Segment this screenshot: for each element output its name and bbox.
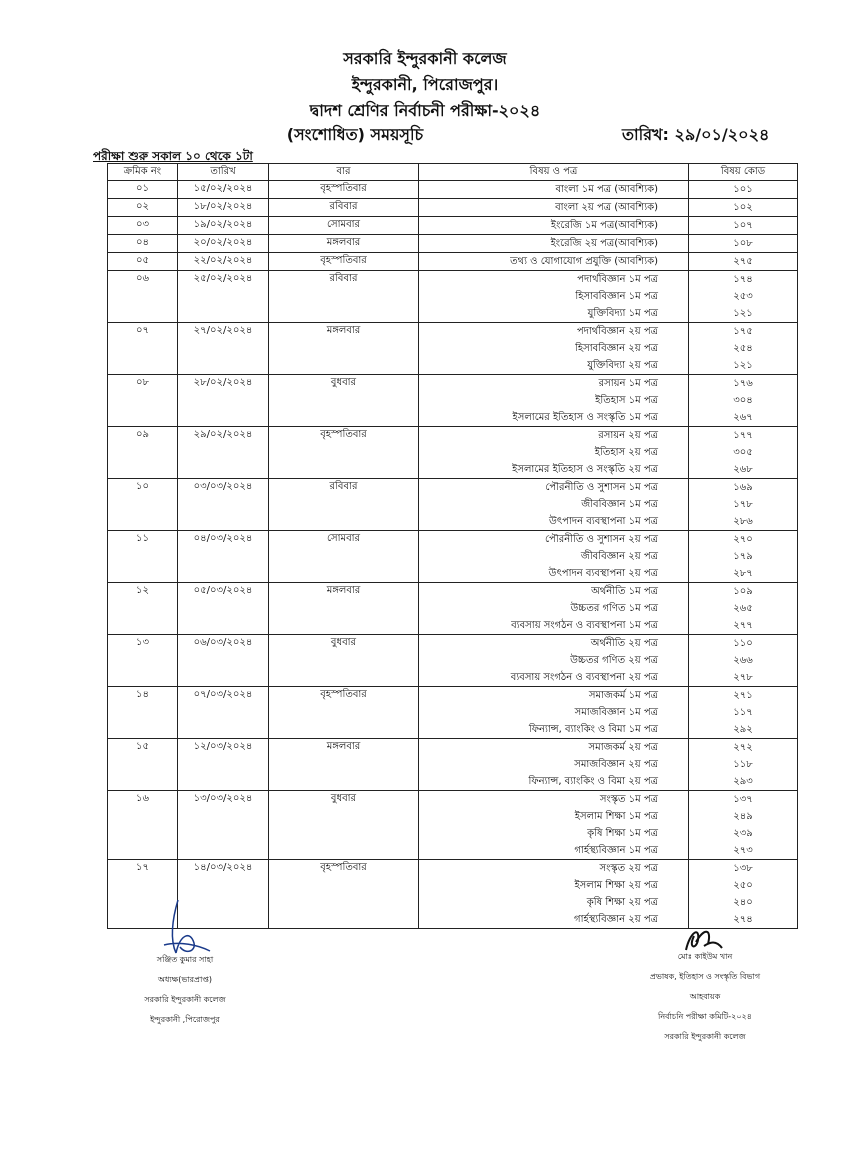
serial-cell: ০৯: [108, 427, 178, 479]
day-cell: বৃহস্পতিবার: [269, 427, 419, 479]
serial-cell: ০১: [108, 181, 178, 199]
code-cell: [689, 531, 798, 583]
date-cell: ১৯/০২/২০২৪: [178, 217, 269, 235]
code-cell: [689, 739, 798, 791]
serial-cell: ০৫: [108, 253, 178, 271]
subject-paper: কৃষি শিক্ষা ১ম পত্র: [587, 828, 658, 839]
date-cell: ০৩/০৩/২০২৪: [178, 479, 269, 531]
serial-cell: ১২: [108, 583, 178, 635]
subject-code: ২৮৬: [733, 516, 753, 527]
subject-cell: [419, 739, 689, 791]
subject-paper: হিসাববিজ্ঞান ২য় পত্র: [575, 343, 658, 354]
date-cell: ১৪/০৩/২০২৪: [178, 860, 269, 929]
subject-paper: কৃষি শিক্ষা ২য় পত্র: [586, 897, 658, 908]
subject-cell: [419, 860, 689, 929]
code-cell: [689, 791, 798, 860]
subject-code: ১৭৬: [733, 378, 753, 389]
principal-place: ইন্দুরকানী ,পিরোজপুর: [150, 1015, 220, 1024]
day-cell: রবিবার: [269, 271, 419, 323]
subject-code: ১২১: [733, 360, 753, 371]
day-cell: বৃহস্পতিবার: [269, 860, 419, 929]
subject-code: ২৪০: [733, 897, 753, 908]
column-header-code: বিষয় কোড: [689, 164, 798, 181]
signature-block-right: [620, 947, 790, 1047]
subject-paper: গার্হস্থ্যবিজ্ঞান ২য় পত্র: [574, 914, 658, 925]
subject-paper: জীববিজ্ঞান ২য় পত্র: [580, 551, 658, 562]
day-cell: সোমবার: [269, 217, 419, 235]
convener-role: আহবায়ক: [689, 992, 721, 1001]
subject-code: ২৭৪: [733, 914, 753, 925]
day-cell: বৃহস্পতিবার: [269, 181, 419, 199]
subject-cell: [419, 199, 689, 217]
table-row: [108, 199, 798, 217]
subject-code: ২৯২: [733, 724, 753, 735]
subject-code: ১০৮: [733, 238, 753, 249]
column-header-subject: বিষয় ও পত্র: [419, 164, 689, 181]
table-row: [108, 583, 798, 635]
subject-cell: [419, 791, 689, 860]
day-cell: বৃহস্পতিবার: [269, 253, 419, 271]
subject-cell: [419, 271, 689, 323]
code-cell: [689, 199, 798, 217]
subject-code: ২৬৬: [733, 655, 753, 666]
subject-code: ১১৮: [733, 759, 753, 770]
subject-cell: [419, 635, 689, 687]
subject-paper: সমাজবিজ্ঞান ২য় পত্র: [574, 759, 658, 770]
subject-paper: অর্থনীতি ২য় পত্র: [590, 638, 658, 649]
subject-paper: যুক্তিবিদ্যা ১ম পত্র: [587, 308, 658, 319]
subject-code: ১০৯: [733, 586, 753, 597]
serial-cell: ০৬: [108, 271, 178, 323]
subject-code: ২৭৮: [733, 672, 753, 683]
subject-code: ১০২: [733, 202, 753, 213]
subject-paper: পদার্থবিজ্ঞান ১ম পত্র: [577, 274, 658, 285]
subject-code: ২৭৫: [733, 256, 753, 267]
code-cell: [689, 583, 798, 635]
table-row: [108, 181, 798, 199]
subject-paper: উচ্চতর গণিত ১ম পত্র: [570, 603, 658, 614]
subject-code: ২৬৭: [733, 412, 753, 423]
table-row: [108, 479, 798, 531]
day-cell: মঙ্গলবার: [269, 583, 419, 635]
day-cell: মঙ্গলবার: [269, 739, 419, 791]
day-cell: মঙ্গলবার: [269, 235, 419, 253]
code-cell: [689, 375, 798, 427]
subject-code: ১৭৫: [733, 326, 753, 337]
code-cell: [689, 217, 798, 235]
date-cell: ২৫/০২/২০২৪: [178, 271, 269, 323]
date-cell: ০৭/০৩/২০২৪: [178, 687, 269, 739]
subject-cell: [419, 479, 689, 531]
subject-code: ২৭২: [733, 742, 753, 753]
subject-code: ২৫৩: [733, 291, 753, 302]
date-cell: ০৬/০৩/২০২৪: [178, 635, 269, 687]
subject-code: ১৭৯: [733, 551, 753, 562]
date-cell: ০৪/০৩/২০২৪: [178, 531, 269, 583]
subject-cell: [419, 253, 689, 271]
subject-paper: রসায়ন ১ম পত্র: [598, 378, 658, 389]
exam-schedule-table: [107, 163, 798, 929]
subject-code: ২৭৭: [733, 620, 753, 631]
subject-code: ১০৭: [733, 220, 753, 231]
column-header-serial: ক্রমিক নং: [108, 164, 178, 181]
subject-code: ১৬৯: [733, 482, 753, 493]
subject-code: ১৭৮: [733, 499, 753, 510]
subject-code: ২৬৮: [733, 464, 753, 475]
serial-cell: ১৫: [108, 739, 178, 791]
subject-code: ১৭৭: [733, 430, 753, 441]
table-row: [108, 791, 798, 860]
subject-cell: [419, 323, 689, 375]
subject-code: ৩০৫: [733, 447, 753, 458]
serial-cell: ১৩: [108, 635, 178, 687]
subject-code: ২৭০: [733, 534, 753, 545]
subject-cell: [419, 531, 689, 583]
code-cell: [689, 253, 798, 271]
serial-cell: ০৪: [108, 235, 178, 253]
subject-paper: ইংরেজি ১ম পত্র(আবশ্যিক): [550, 220, 658, 231]
subject-paper: উৎপাদন ব্যবস্থাপনা ১ম পত্র: [549, 516, 658, 527]
subject-paper: হিসাববিজ্ঞান ১ম পত্র: [575, 291, 658, 302]
subject-code: ২৭১: [733, 690, 753, 701]
subject-code: ১৩৮: [733, 863, 753, 874]
table-row: [108, 531, 798, 583]
date-cell: ২২/০২/২০২৪: [178, 253, 269, 271]
serial-cell: ০৩: [108, 217, 178, 235]
subject-paper: বাংলা ২য় পত্র (আবশ্যিক): [555, 202, 658, 213]
table-header-row: [108, 164, 798, 181]
exam-title: দ্বাদশ শ্রেণির নির্বাচনী পরীক্ষা-২০২৪: [309, 101, 541, 120]
subject-paper: ইসলামের ইতিহাস ও সংস্কৃতি ২য় পত্র: [512, 464, 658, 475]
column-header-date: তারিখ: [178, 164, 269, 181]
day-cell: রবিবার: [269, 199, 419, 217]
subject-code: ১০১: [733, 184, 753, 195]
table-row: [108, 375, 798, 427]
subject-paper: ব্যবসায় সংগঠন ও ব্যবস্থাপনা ২য় পত্র: [510, 672, 658, 683]
date-cell: ১৩/০৩/২০২৪: [178, 791, 269, 860]
day-cell: সোমবার: [269, 531, 419, 583]
subject-code: ২৫০: [733, 880, 753, 891]
subject-code: ২৮৭: [733, 568, 753, 579]
subject-code: ২৯৩: [733, 776, 753, 787]
convener-org: সরকারি ইন্দুরকানী কলেজ: [664, 1032, 746, 1041]
day-cell: বৃহস্পতিবার: [269, 687, 419, 739]
subject-cell: [419, 427, 689, 479]
date-cell: ১৫/০২/২০২৪: [178, 181, 269, 199]
notice-date: তারিখ: ২৯/০১/২০২৪: [622, 125, 770, 144]
subject-code: ১৩৭: [733, 794, 753, 805]
serial-cell: ১১: [108, 531, 178, 583]
subject-cell: [419, 235, 689, 253]
subject-paper: ইসলামের ইতিহাস ও সংস্কৃতি ১ম পত্র: [512, 412, 658, 423]
subject-paper: রসায়ন ২য় পত্র: [598, 430, 658, 441]
table-row: [108, 323, 798, 375]
subject-paper: সংস্কৃত ১ম পত্র: [599, 794, 658, 805]
table-row: [108, 635, 798, 687]
day-cell: বুধবার: [269, 791, 419, 860]
subject-paper: ফিন্যান্স, ব্যাংকিং ও বিমা ১ম পত্র: [528, 724, 658, 735]
subject-paper: সংস্কৃত ২য় পত্র: [599, 863, 658, 874]
subject-paper: সমাজবিজ্ঞান ১ম পত্র: [574, 707, 658, 718]
code-cell: [689, 687, 798, 739]
code-cell: [689, 323, 798, 375]
code-cell: [689, 181, 798, 199]
principal-org: সরকারি ইন্দুরকানী কলেজ: [144, 995, 226, 1004]
code-cell: [689, 860, 798, 929]
table-row: [108, 253, 798, 271]
college-location: ইন্দুরকানী, পিরোজপুর।: [351, 75, 499, 94]
serial-cell: ১৪: [108, 687, 178, 739]
subject-code: ১১৭: [733, 707, 753, 718]
day-cell: মঙ্গলবার: [269, 323, 419, 375]
day-cell: রবিবার: [269, 479, 419, 531]
code-cell: [689, 479, 798, 531]
serial-cell: ১৭: [108, 860, 178, 929]
college-name: সরকারি ইন্দুরকানী কলেজ: [343, 49, 507, 68]
table-row: [108, 271, 798, 323]
serial-cell: ০৭: [108, 323, 178, 375]
subject-code: ২৩৯: [733, 828, 753, 839]
subject-code: ১২১: [733, 308, 753, 319]
subject-code: ১১০: [733, 638, 753, 649]
subject-paper: সমাজকর্ম ২য় পত্র: [588, 742, 658, 753]
serial-cell: ০৮: [108, 375, 178, 427]
serial-cell: ১০: [108, 479, 178, 531]
principal-name: সঞ্জিত কুমার সাহা: [156, 955, 214, 964]
subject-paper: ইসলাম শিক্ষা ২য় পত্র: [574, 880, 658, 891]
subject-paper: গার্হস্থ্যবিজ্ঞান ১ম পত্র: [574, 845, 658, 856]
code-cell: [689, 427, 798, 479]
subject-paper: ব্যবসায় সংগঠন ও ব্যবস্থাপনা ১ম পত্র: [511, 620, 658, 631]
table-row: [108, 217, 798, 235]
subject-paper: পৌরনীতি ও সুশাসন ২য় পত্র: [544, 534, 658, 545]
subject-paper: পৌরনীতি ও সুশাসন ১ম পত্র: [545, 482, 658, 493]
serial-cell: ১৬: [108, 791, 178, 860]
day-cell: বুধবার: [269, 635, 419, 687]
table-row: [108, 687, 798, 739]
subject-code: ১৭৪: [733, 274, 753, 285]
signature-block-left: [110, 950, 260, 1030]
subject-cell: [419, 181, 689, 199]
table-row: [108, 427, 798, 479]
principal-title: অধ্যক্ষ(ভারপ্রাপ্ত): [157, 975, 212, 984]
subject-cell: [419, 583, 689, 635]
convener-title: প্রভাষক, ইতিহাস ও সংস্কৃতি বিভাগ: [649, 972, 761, 981]
date-cell: ২০/০২/২০২৪: [178, 235, 269, 253]
exam-start-time: পরীক্ষা শুরু সকাল ১০ থেকে ১টা: [93, 149, 253, 163]
subject-paper: ইংরেজি ২য় পত্র(আবশ্যিক): [550, 238, 658, 249]
subject-cell: [419, 217, 689, 235]
subject-paper: ফিন্যান্স, ব্যাংকিং ও বিমা ২য় পত্র: [528, 776, 658, 787]
subject-paper: বাংলা ১ম পত্র (আবশ্যিক): [555, 184, 658, 195]
subject-paper: তথ্য ও যোগাযোগ প্রযুক্তি (আবশ্যিক): [510, 256, 658, 267]
subject-paper: জীববিজ্ঞান ১ম পত্র: [581, 499, 658, 510]
subject-cell: [419, 375, 689, 427]
code-cell: [689, 271, 798, 323]
convener-committee: নির্বাচনি পরীক্ষা কমিটি-২০২৪: [658, 1012, 752, 1021]
code-cell: [689, 635, 798, 687]
code-cell: [689, 235, 798, 253]
subject-paper: ইতিহাস ২য় পত্র: [594, 447, 658, 458]
date-cell: ১৮/০২/২০২৪: [178, 199, 269, 217]
convener-name: মোঃ কাইউম খান: [677, 952, 733, 961]
subject-paper: সমাজকর্ম ১ম পত্র: [588, 690, 658, 701]
subject-paper: উৎপাদন ব্যবস্থাপনা ২য় পত্র: [548, 568, 658, 579]
subject-code: ৩০৪: [733, 395, 753, 406]
subject-paper: ইসলাম শিক্ষা ১ম পত্র: [574, 811, 658, 822]
table-row: [108, 235, 798, 253]
subject-cell: [419, 687, 689, 739]
date-cell: ২৮/০২/২০২৪: [178, 375, 269, 427]
date-cell: ২৭/০২/২০২৪: [178, 323, 269, 375]
subject-code: ২৪৯: [733, 811, 753, 822]
schedule-title: (সংশোধিত) সময়সূচি: [286, 125, 424, 144]
subject-paper: যুক্তিবিদ্যা ২য় পত্র: [587, 360, 658, 371]
day-cell: বুধবার: [269, 375, 419, 427]
serial-cell: ০২: [108, 199, 178, 217]
date-cell: ২৯/০২/২০২৪: [178, 427, 269, 479]
date-cell: ০৫/০৩/২০২৪: [178, 583, 269, 635]
subject-code: ২৭৩: [733, 845, 753, 856]
subject-code: ২৬৫: [733, 603, 753, 614]
subject-paper: ইতিহাস ১ম পত্র: [595, 395, 658, 406]
column-header-day: বার: [269, 164, 419, 181]
subject-code: ২৫৪: [733, 343, 753, 354]
subject-paper: উচ্চতর গণিত ২য় পত্র: [570, 655, 658, 666]
subject-paper: অর্থনীতি ১ম পত্র: [591, 586, 658, 597]
date-cell: ১২/০৩/২০২৪: [178, 739, 269, 791]
table-row: [108, 739, 798, 791]
subject-paper: পদার্থবিজ্ঞান ২য় পত্র: [576, 326, 658, 337]
